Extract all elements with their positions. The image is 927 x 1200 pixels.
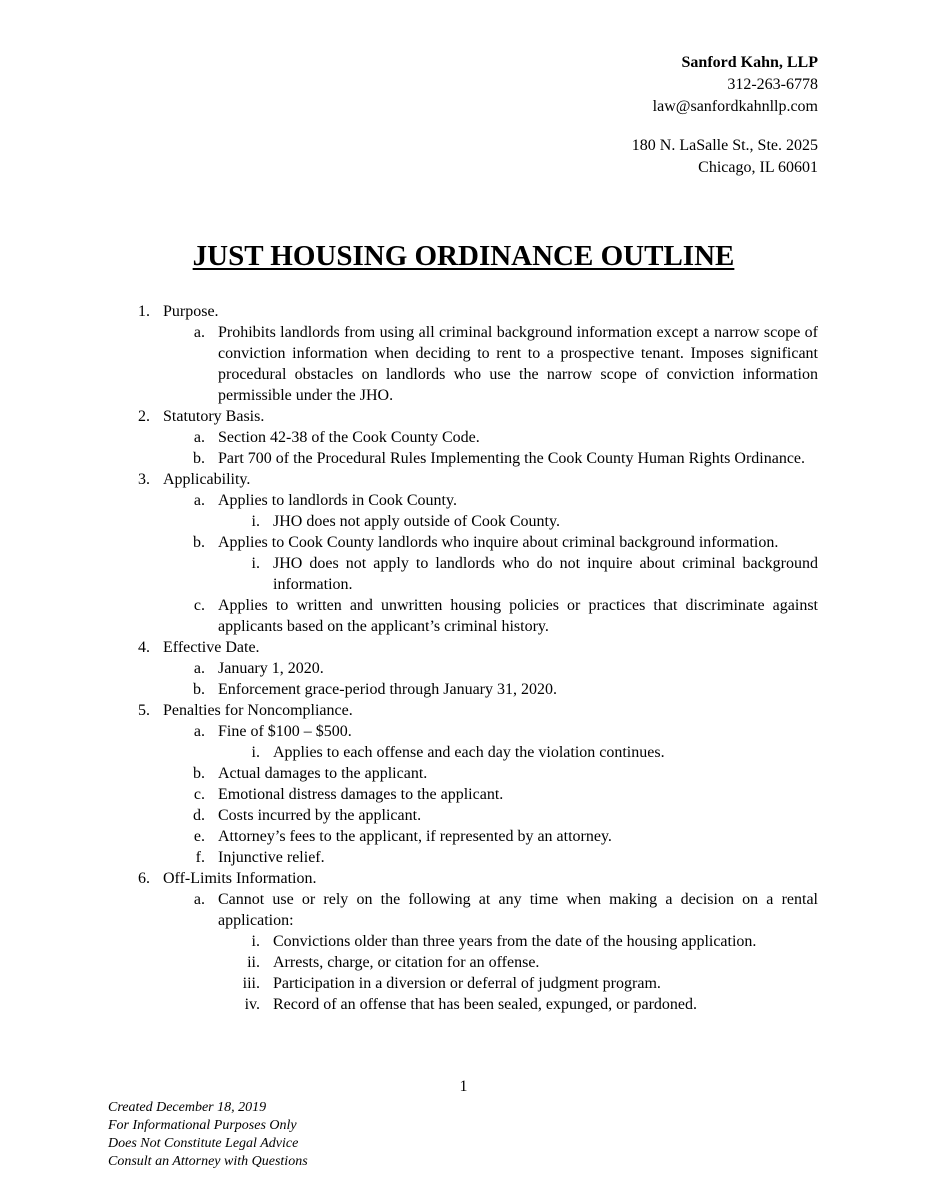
outline-subsubitem: [0, 511, 927, 532]
page-number: 1: [459, 1078, 468, 1095]
outline-section-text: Off-Limits Information.: [163, 870, 317, 887]
outline-subitem-text: Part 700 of the Procedural Rules Implementing the Cook County Human Rights Ordinance.: [218, 450, 806, 467]
outline-subitem-number: a.: [193, 891, 205, 908]
outline-subitem-number: c.: [193, 786, 205, 803]
outline-subitem-text: Fine of $100 – $500.: [218, 723, 352, 740]
outline-subitem-number: a.: [193, 660, 205, 677]
outline-subitem-number: b.: [193, 765, 205, 782]
outline-subsubitem: [0, 931, 927, 952]
outline-section-text: Purpose.: [163, 303, 219, 320]
outline-subitem-number: d.: [193, 807, 205, 824]
footer-line: Created December 18, 2019: [108, 1100, 267, 1115]
outline-subsubitem-text: JHO does not apply outside of Cook County.: [273, 513, 560, 530]
outline-subitem: [0, 448, 927, 469]
outline-subitem: [0, 763, 927, 784]
outline-subitem-number: a.: [193, 429, 205, 446]
outline-section: [0, 469, 927, 490]
outline-subitem-number: c.: [193, 597, 205, 614]
outline-subitem: [0, 784, 927, 805]
outline-subitem-text: Injunctive relief.: [218, 849, 325, 866]
outline-subsubitem-text: Applies to each offense and each day the violation continues.: [273, 744, 665, 761]
outline-subitem-number: a.: [193, 492, 205, 509]
outline-subitem-text: Attorney’s fees to the applicant, if represented by an attorney.: [218, 828, 612, 845]
outline-subsubitem-number: ii.: [247, 954, 260, 971]
outline-subsubitem-number: i.: [251, 513, 260, 530]
firm-phone: 312-263-6778: [727, 76, 818, 93]
outline-subsubitem-text: Arrests, charge, or citation for an offense.: [273, 954, 540, 971]
outline-section: [0, 301, 927, 322]
outline-subsubitem-number: i.: [251, 555, 260, 572]
outline-subitem: [0, 427, 927, 448]
outline-subitem-text: Applies to landlords in Cook County.: [218, 492, 457, 509]
firm-street: 180 N. LaSalle St., Ste. 2025: [631, 137, 818, 154]
outline-section: [0, 406, 927, 427]
outline-subsubitem-number: iv.: [244, 996, 260, 1013]
outline-section-text: Effective Date.: [163, 639, 260, 656]
outline-subsubitem: [0, 553, 927, 595]
outline-subsubitem-text: Participation in a diversion or deferral of judgment program.: [273, 975, 661, 992]
outline-subitem: [0, 889, 927, 931]
outline-subsubitem: [0, 742, 927, 763]
footer-line: Consult an Attorney with Questions: [108, 1154, 308, 1169]
outline-subitem: [0, 322, 927, 406]
outline-subitem-number: a.: [193, 324, 205, 341]
outline-subitem: [0, 826, 927, 847]
outline-subsubitem: [0, 952, 927, 973]
outline-subitem-number: a.: [193, 723, 205, 740]
letterhead: [632, 52, 818, 179]
outline-subitem-text: Emotional distress damages to the applicant.: [218, 786, 504, 803]
outline-subitem-text: Section 42-38 of the Cook County Code.: [218, 429, 480, 446]
outline-subitem-text: Prohibits landlords from using all criminal background information except a narrow scope of conviction information when deciding to rent to a prospective tenant. Imposes significant procedural obstacles on landlords who use the narrow scope of conviction information permissible under the JHO.: [218, 324, 818, 404]
firm-name: Sanford Kahn, LLP: [681, 54, 818, 71]
outline-section: [0, 700, 927, 721]
outline-subsubitem-number: iii.: [242, 975, 260, 992]
footer-line: Does Not Constitute Legal Advice: [108, 1136, 299, 1151]
outline-subitem: [0, 847, 927, 868]
outline-subitem-text: Cannot use or rely on the following at any time when making a decision on a rental application:: [218, 891, 818, 929]
outline-subitem: [0, 658, 927, 679]
outline-subitem-text: Costs incurred by the applicant.: [218, 807, 422, 824]
outline-section-number: 4.: [138, 639, 150, 656]
outline-subitem-text: January 1, 2020.: [218, 660, 324, 677]
outline-subitem: [0, 805, 927, 826]
document-title: JUST HOUSING ORDINANCE OUTLINE: [192, 240, 735, 272]
outline-subitem-text: Enforcement grace-period through January 31, 2020.: [218, 681, 557, 698]
outline-list: [0, 301, 927, 1015]
outline-section-number: 1.: [138, 303, 150, 320]
outline-subitem-number: b.: [193, 450, 205, 467]
outline-subitem: [0, 490, 927, 511]
outline-subsubitem-number: i.: [251, 744, 260, 761]
outline-subitem-number: e.: [193, 828, 205, 845]
outline-subitem-number: b.: [193, 681, 205, 698]
outline-subitem-text: Applies to Cook County landlords who inquire about criminal background information.: [218, 534, 779, 551]
outline-section: [0, 637, 927, 658]
outline-subitem-text: Actual damages to the applicant.: [218, 765, 428, 782]
outline-subitem: [0, 679, 927, 700]
outline-subsubitem: [0, 994, 927, 1015]
outline-section-number: 3.: [138, 471, 150, 488]
outline-subsubitem-text: Convictions older than three years from the date of the housing application.: [273, 933, 757, 950]
outline-section-number: 6.: [138, 870, 150, 887]
outline-subsubitem-text: JHO does not apply to landlords who do not inquire about criminal background information.: [273, 555, 818, 593]
outline-section-number: 5.: [138, 702, 150, 719]
outline-subitem: [0, 721, 927, 742]
outline-subitem-text: Applies to written and unwritten housing policies or practices that discriminate against applicants based on the applicant’s criminal history.: [218, 597, 818, 635]
outline-section-number: 2.: [138, 408, 150, 425]
outline-subitem: [0, 595, 927, 637]
outline-subitem: [0, 532, 927, 553]
outline-subsubitem: [0, 973, 927, 994]
outline-section-text: Applicability.: [163, 471, 251, 488]
outline-section: [0, 868, 927, 889]
outline-subsubitem-number: i.: [251, 933, 260, 950]
outline-subitem-number: b.: [193, 534, 205, 551]
footer-disclaimer: [108, 1099, 308, 1171]
firm-city: Chicago, IL 60601: [698, 159, 818, 176]
firm-email: law@sanfordkahnllp.com: [652, 98, 818, 115]
outline-section-text: Penalties for Noncompliance.: [163, 702, 353, 719]
outline-subitem-number: f.: [195, 849, 205, 866]
outline-subsubitem-text: Record of an offense that has been sealed, expunged, or pardoned.: [273, 996, 697, 1013]
outline-section-text: Statutory Basis.: [163, 408, 265, 425]
footer-line: For Informational Purposes Only: [108, 1118, 297, 1133]
